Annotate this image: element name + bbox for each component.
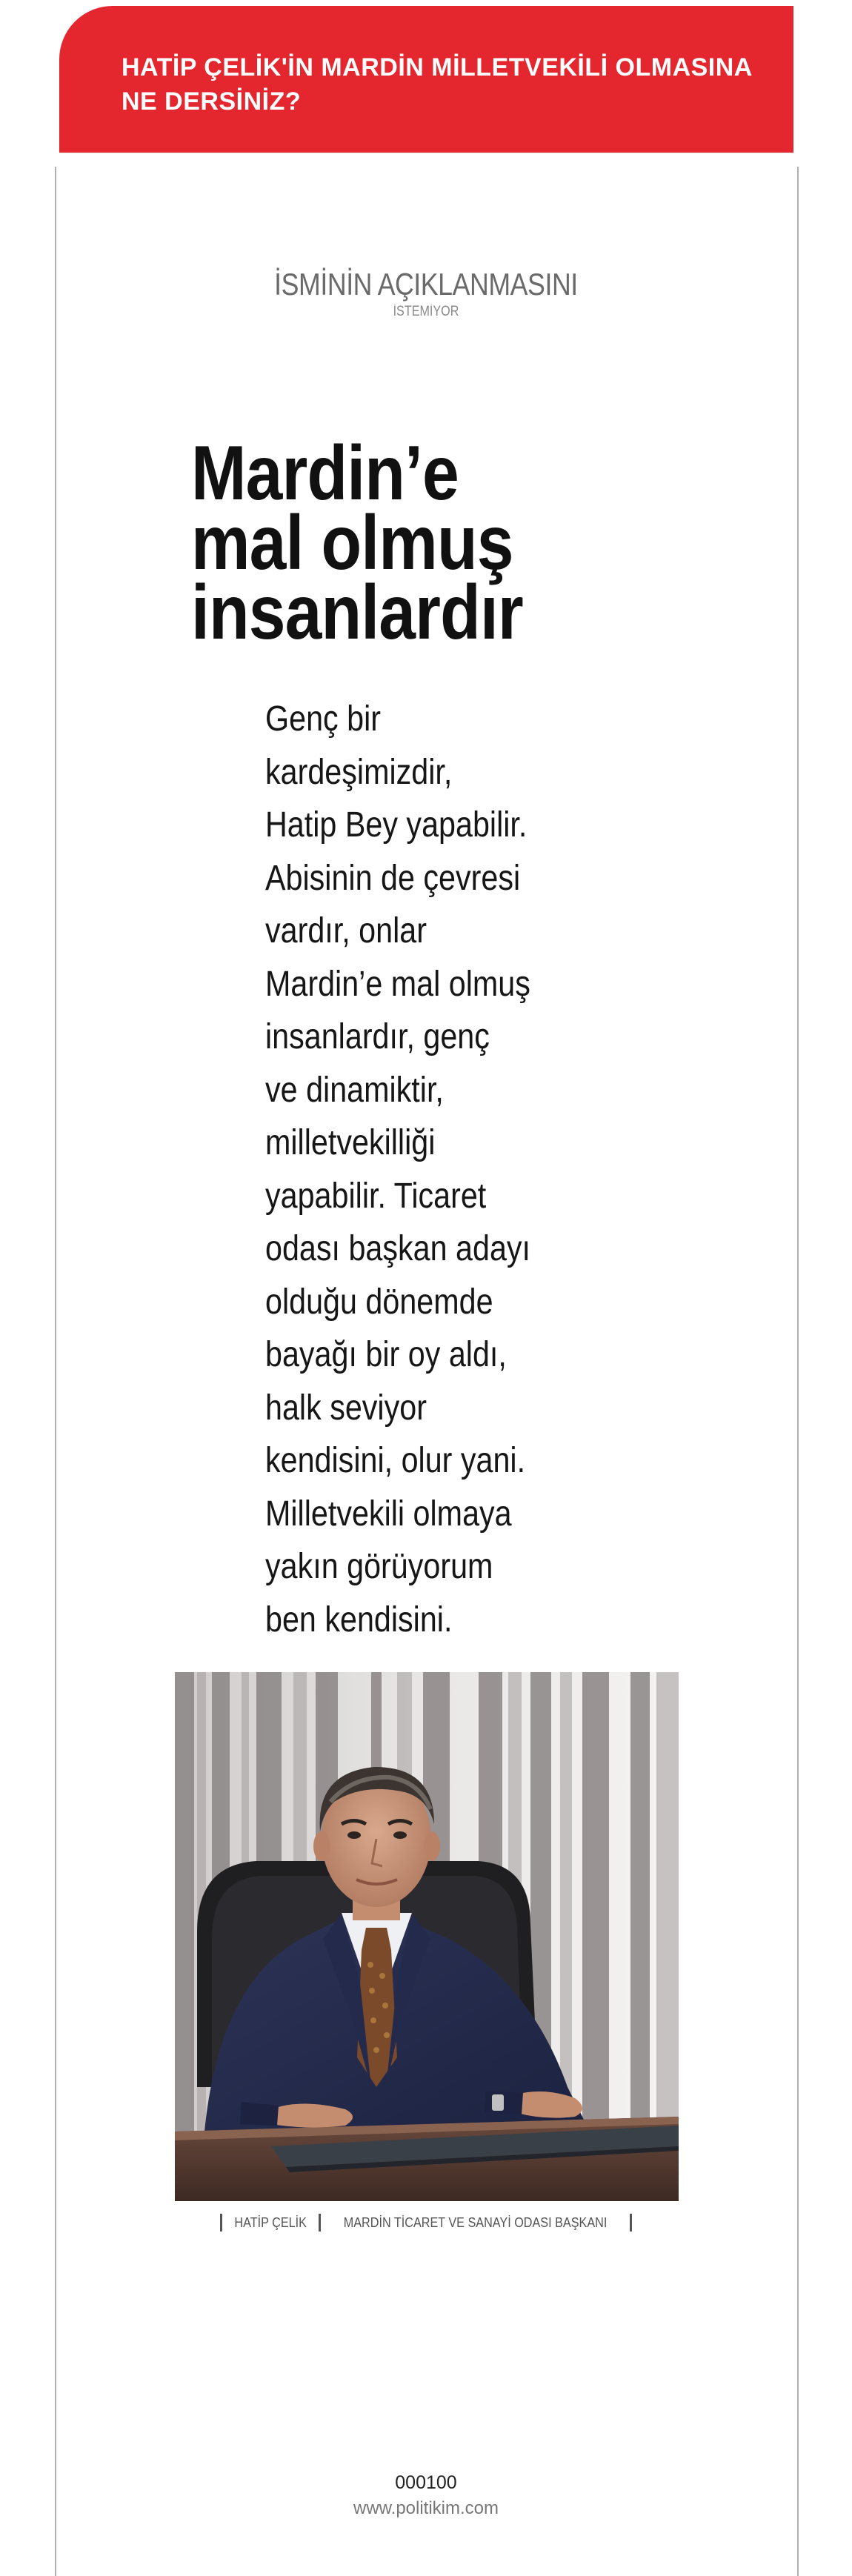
quote-line: olduğu dönemde [265, 1282, 493, 1322]
tagline-sub: İSTEMİYOR [393, 304, 459, 319]
quote-line: ben kendisini. [265, 1600, 453, 1640]
headline-line: insanlardır [191, 570, 523, 656]
quote-line: Hatip Bey yapabilir. [265, 805, 527, 845]
portrait-photo [175, 1672, 679, 2201]
quote-line: kardeşimizdir, [265, 752, 453, 792]
quote-line: Mardin’e mal olmuş [265, 964, 530, 1004]
quote-line: yakın görüyorum [265, 1547, 493, 1586]
quote-line: yapabilir. Ticaret [265, 1176, 487, 1216]
quote-line: odası başkan adayı [265, 1229, 531, 1268]
header-title-line-1: HATİP ÇELİK'İN MARDİN MİLLETVEKİLİ OLMASINA [122, 53, 753, 81]
header-title [122, 50, 764, 119]
photo-caption [0, 2214, 852, 2231]
footer [0, 2472, 852, 2519]
quote-line: kendisini, olur yani. [265, 1441, 526, 1480]
quote-line: Milletvekili olmaya [265, 1494, 512, 1534]
quote-line: halk seviyor [265, 1388, 427, 1428]
tagline [0, 267, 852, 320]
tagline-main: İSMİNİN AÇIKLANMASINI [274, 267, 578, 302]
quote-line: ve dinamiktir, [265, 1070, 444, 1110]
quote-line: insanlardır, genç [265, 1017, 490, 1056]
header-banner [59, 6, 793, 153]
caption-title: MARDİN TİCARET VE SANAYİ ODASI BAŞKANI [343, 2214, 608, 2230]
quote-line: milletvekilliği [265, 1123, 436, 1162]
caption-divider [319, 2214, 321, 2231]
quote-line: bayağı bir oy aldı, [265, 1335, 507, 1374]
caption-name: HATİP ÇELİK [234, 2214, 307, 2230]
headline-line: mal olmuş [191, 500, 513, 586]
caption-divider [630, 2214, 632, 2231]
quote-line: Genç bir [265, 699, 382, 739]
website-link[interactable]: www.politikim.com [353, 2498, 499, 2518]
header-title-line-2: NE DERSİNİZ? [122, 87, 302, 116]
quote-body [265, 693, 571, 1646]
headline [191, 430, 586, 656]
page-code: 000100 [395, 2472, 457, 2493]
quote-line: vardır, onlar [265, 911, 427, 951]
quote-line: Abisinin de çevresi [265, 858, 521, 898]
caption-divider [220, 2214, 222, 2231]
headline-line: Mardin’e [191, 430, 459, 516]
